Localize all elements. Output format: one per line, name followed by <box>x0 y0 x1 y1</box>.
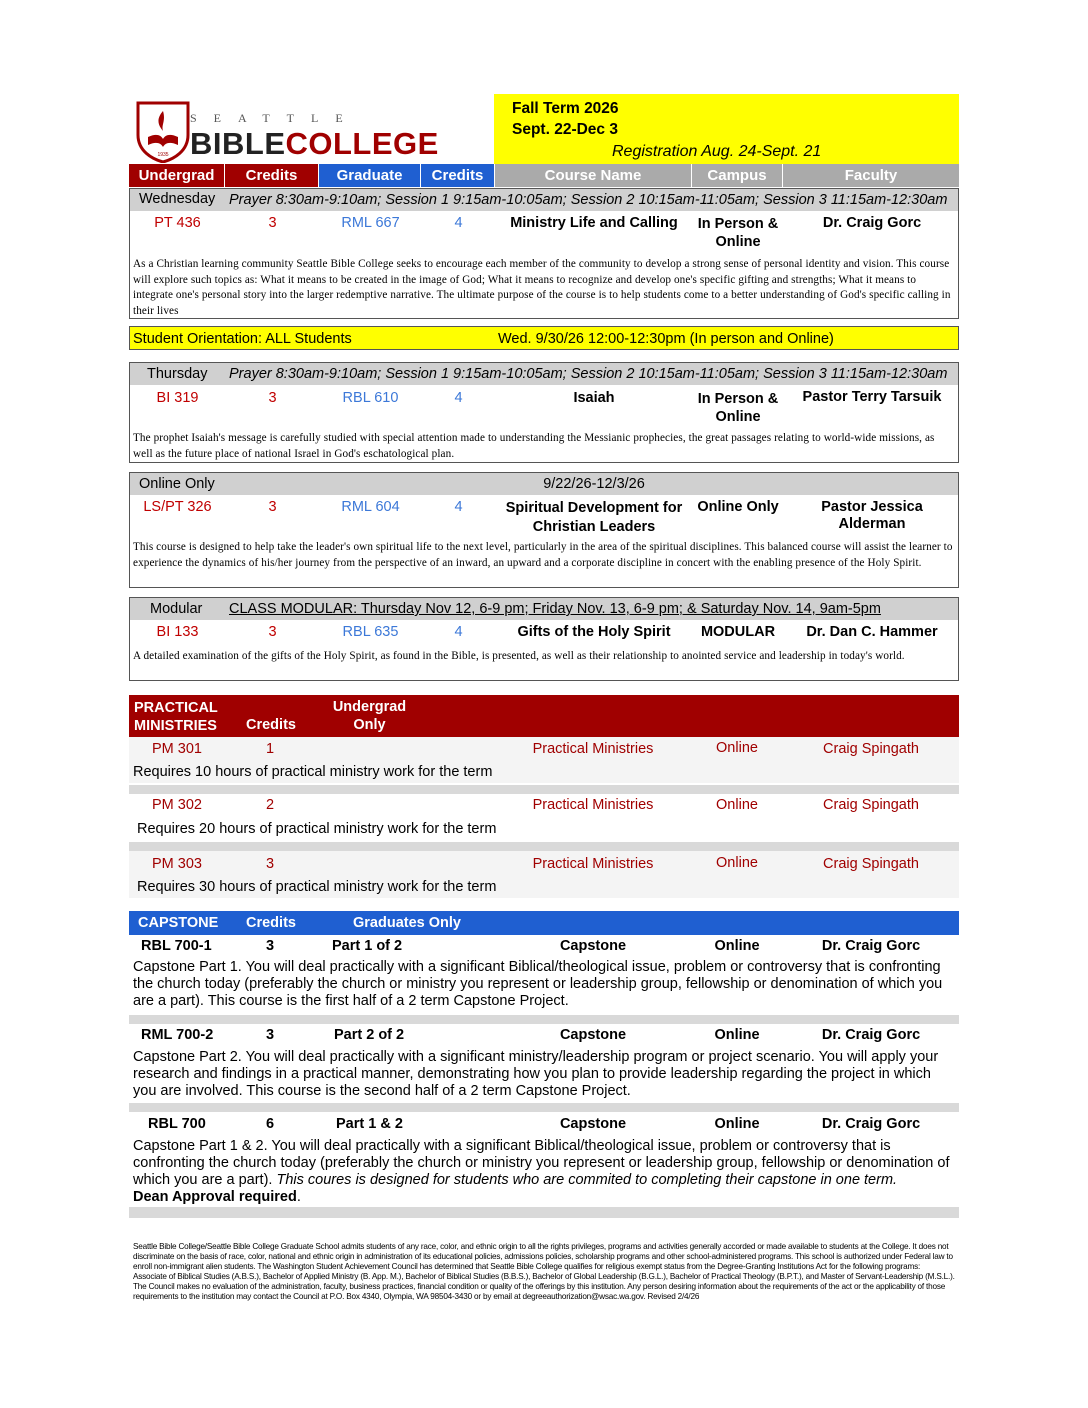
term-dates: Sept. 22-Dec 3 <box>512 121 618 138</box>
pm-credits: 2 <box>266 797 275 813</box>
registration-dates: Registration Aug. 24-Sept. 21 <box>612 143 822 160</box>
pm-description: Requires 20 hours of practical ministry work for the term <box>137 821 497 837</box>
modular-schedule: CLASS MODULAR: Thursday Nov 12, 6-9 pm; Friday Nov. 13, 6-9 pm; & Saturday Nov. 14, 9am-5pm <box>229 601 881 617</box>
modular-block <box>129 597 959 681</box>
day-label: Online Only <box>139 476 215 492</box>
campus: In Person & Online <box>697 391 779 425</box>
ug-credits: 3 <box>268 215 277 231</box>
col-course-name: Course Name <box>495 164 691 187</box>
online-only-block <box>129 472 959 588</box>
orientation-bar <box>129 326 959 350</box>
cap-separator <box>129 1207 959 1218</box>
pm-faculty: Craig Spingath <box>823 797 919 813</box>
pm-separator <box>129 842 959 851</box>
cap-note: This coures is designed for students who are commited to completing their capstone in one term. <box>276 1172 898 1188</box>
campus: MODULAR <box>700 624 776 640</box>
pm-credits: 3 <box>266 856 275 872</box>
course-name: Isaiah <box>573 390 615 406</box>
cap-course: Capstone <box>559 1027 627 1043</box>
col-faculty: Faculty <box>783 164 959 187</box>
ug-credits: 3 <box>268 624 277 640</box>
ug-code: BI 133 <box>156 624 199 640</box>
logo-seattle-text: SEATTLE <box>190 111 360 125</box>
pm-separator <box>129 785 959 794</box>
grad-code: RBL 635 <box>342 624 399 640</box>
practical-header <box>129 695 959 737</box>
cap-part: Part 1 of 2 <box>332 938 403 954</box>
faculty: Pastor Terry Tarsuik <box>802 389 942 405</box>
campus: In Person & Online <box>697 216 779 250</box>
wednesday-block <box>129 188 959 319</box>
campus: Online Only <box>697 499 779 515</box>
practical-credits-label: Credits <box>246 717 296 733</box>
faculty: Dr. Dan C. Hammer <box>806 624 938 640</box>
day-schedule: Prayer 8:30am-9:10am; Session 1 9:15am-10:05am; Session 2 10:15am-11:05am; Session 3 11:15am-12:30am <box>229 192 948 208</box>
ug-code: BI 319 <box>156 390 199 406</box>
cap-course: Capstone <box>559 1116 627 1132</box>
pm-faculty: Craig Spingath <box>823 741 919 757</box>
dean-approval: Dean Approval required <box>133 1189 297 1205</box>
orientation-when: Wed. 9/30/26 12:00-12:30pm (In person and Online) <box>498 331 834 347</box>
cap-separator <box>129 1015 959 1024</box>
pm-course: Practical Ministries <box>532 797 654 813</box>
cap-part: Part 1 & 2 <box>336 1116 403 1132</box>
term-range: 9/22/26-12/3/26 <box>543 476 645 492</box>
pm-campus: Online <box>716 855 758 871</box>
col-undergrad: Undergrad <box>129 164 224 187</box>
cap-campus: Online <box>714 1116 760 1132</box>
cap-code: RBL 700-1 <box>141 938 212 954</box>
cap-code: RBL 700 <box>148 1116 206 1132</box>
ug-code: PT 436 <box>154 215 201 231</box>
practical-undergrad-only: Undergrad Only <box>332 699 407 733</box>
pm-course: Practical Ministries <box>532 856 654 872</box>
ug-credits: 3 <box>268 390 277 406</box>
pm-campus: Online <box>716 740 758 756</box>
course-description: This course is designed to help take the leader's own spiritual life to the next level, particularly in the area of the spiritual disciplines. This balanced course will assist the learner to experience the dynamics of his/her journey from the perspective of an inward, an upward and a corporate discipline in concert with the enabling presence of the Holy Spirit. <box>133 541 953 569</box>
course-name: Ministry Life and Calling <box>510 215 678 231</box>
pm-campus: Online <box>716 797 758 813</box>
cap-campus: Online <box>714 1027 760 1043</box>
cap-separator <box>129 1103 959 1112</box>
pm-credits: 1 <box>266 741 275 757</box>
cap-campus: Online <box>714 938 760 954</box>
crest-icon <box>136 101 190 163</box>
pm-code: PM 301 <box>152 741 202 757</box>
faculty: Dr. Craig Gorc <box>822 215 922 231</box>
col-credits: Credits <box>225 164 318 187</box>
day-label: Wednesday <box>139 191 216 207</box>
capstone-header <box>129 911 959 935</box>
pm-description: Requires 30 hours of practical ministry work for the term <box>137 879 497 895</box>
day-label: Thursday <box>147 366 208 382</box>
grad-credits: 4 <box>454 215 463 231</box>
col-graduate: Graduate <box>319 164 420 187</box>
grad-code: RML 667 <box>341 215 400 231</box>
day-label: Modular <box>150 601 203 617</box>
cap-description: Capstone Part 1 & 2. You will deal practically with a significant Biblical/theological issue, problem or controversy that is confronting the church today (preferably the church or ministry you represent or leadership group, fellowship or denomination of which you are a part). This coures is designed for students who are commited to completing their capstone in one term. Dean Approval required. <box>133 1138 950 1205</box>
svg-text:1935: 1935 <box>157 152 169 158</box>
cap-credits: 3 <box>266 1027 275 1043</box>
cap-description: Capstone Part 1. You will deal practically with a significant Biblical/theological issue, problem or controversy that is confronting the church today (preferably the church or ministry you represent or leadership group, fellowship or denomination of which you are a part). This course is the first half of a 2 term Capstone Project. <box>133 959 943 1009</box>
logo-wordmark: BIBLECOLLEGE <box>190 126 439 161</box>
ug-code: LS/PT 326 <box>143 499 212 515</box>
pm-code: PM 303 <box>152 856 202 872</box>
capstone-title: CAPSTONE <box>138 915 219 931</box>
cap-course: Capstone <box>559 938 627 954</box>
grad-credits: 4 <box>454 390 463 406</box>
cap-part: Part 2 of 2 <box>334 1027 405 1043</box>
col-credits-grad: Credits <box>421 164 494 187</box>
pm-code: PM 302 <box>152 797 202 813</box>
thursday-block <box>129 362 959 463</box>
course-name: Spiritual Development for Christian Leaders <box>505 500 683 535</box>
term-box <box>494 94 959 164</box>
grad-credits: 4 <box>454 624 463 640</box>
cap-faculty: Dr. Craig Gorc <box>821 1027 921 1043</box>
faculty: Pastor Jessica Alderman <box>821 499 923 532</box>
day-schedule: Prayer 8:30am-9:10am; Session 1 9:15am-10:05am; Session 2 10:15am-11:05am; Session 3 11:15am-12:30am <box>229 366 948 382</box>
course-description: As a Christian learning community Seattle Bible College seeks to encourage each member of the community to develop a strong sense of personal identity and vision. This course will explore such topics as: What it means to be created in the image of God; What it means to recognize and develop one's specific gifting and strengths; What it means to integrate one's personal story into the larger redemptive narrative. The ultimate purpose of the course is to help students come to a better understanding of God's specific calling in their lives <box>133 258 951 317</box>
grad-code: RBL 610 <box>342 390 399 406</box>
cap-credits: 6 <box>266 1116 275 1132</box>
term-title: Fall Term 2026 <box>512 100 619 117</box>
course-name: Gifts of the Holy Spirit <box>517 624 671 640</box>
nondiscrimination-footer: Seattle Bible College/Seattle Bible College Graduate School admits students of any race, color, and ethnic origin to all the rights privileges, programs and activities generally accorded or made available to students at the College. It does not discriminate on the basis of race, color, national and ethnic origin in administration of its educational policies, admissions policies, scholarship programs and other school-administered programs. This school is authorized under Federal law to enroll non-immigrant alien students. The Washington Student Achievement Council has determined that Seattle Bible College qualifies for religious exempt status from the Degree-Granting Institutions Act for the following programs: Associate of Biblical Studies (A.B.S.), Bachelor of Applied Ministry (B. App. M.), Bachelor of Biblical Studies (B.B.S.), Bachelor of Global Leadership (B.G.L.), Bachelor of Practical Theology (B.P.T.), and Master of Servant-Leadership (M.S.L.). The Council makes no evaluation of the administration, faculty, business practices, financial condition or quality of the offerings by this institution. Any person desiring information about the requirements of the act or the applicability of those requirements to the institution may contact the Council at P.O. Box 4340, Olympia, WA 98504-3430 or by email at degreeauthorization@wsac.wa.gov. Revised 2/4/26 <box>133 1242 955 1301</box>
cap-code: RML 700-2 <box>141 1027 214 1043</box>
pm-course: Practical Ministries <box>532 741 654 757</box>
course-description: The prophet Isaiah's message is carefully studied with special attention made to understanding the Messianic prophecies, the great passages relating to world-wide missions, as well as the future place of national Israel in God's eschatological plan. <box>133 432 935 460</box>
grad-code: RML 604 <box>341 499 400 515</box>
capstone-credits-label: Credits <box>246 915 296 931</box>
cap-description: Capstone Part 2. You will deal practically with a significant ministry/leadership program or project scenario. You will apply your research and findings in a practical manner, demonstrating how you plan to provide leadership regarding the project in which you are involved. This course is the second half of a 2 term Capstone Project. <box>133 1049 939 1099</box>
course-description: A detailed examination of the gifts of the Holy Spirit, as found in the Bible, is presented, as well as their relationship to anointed service and leadership in today's world. <box>133 650 905 662</box>
cap-credits: 3 <box>266 938 275 954</box>
col-campus: Campus <box>692 164 782 187</box>
cap-faculty: Dr. Craig Gorc <box>821 938 921 954</box>
cap-faculty: Dr. Craig Gorc <box>821 1116 921 1132</box>
pm-description: Requires 10 hours of practical ministry work for the term <box>133 764 493 780</box>
practical-title: PRACTICAL MINISTRIES <box>134 700 218 734</box>
orientation-label: Student Orientation: ALL Students <box>133 331 352 347</box>
grad-credits: 4 <box>454 499 463 515</box>
pm-faculty: Craig Spingath <box>823 856 919 872</box>
capstone-graduates-only: Graduates Only <box>353 915 461 931</box>
ug-credits: 3 <box>268 499 277 515</box>
